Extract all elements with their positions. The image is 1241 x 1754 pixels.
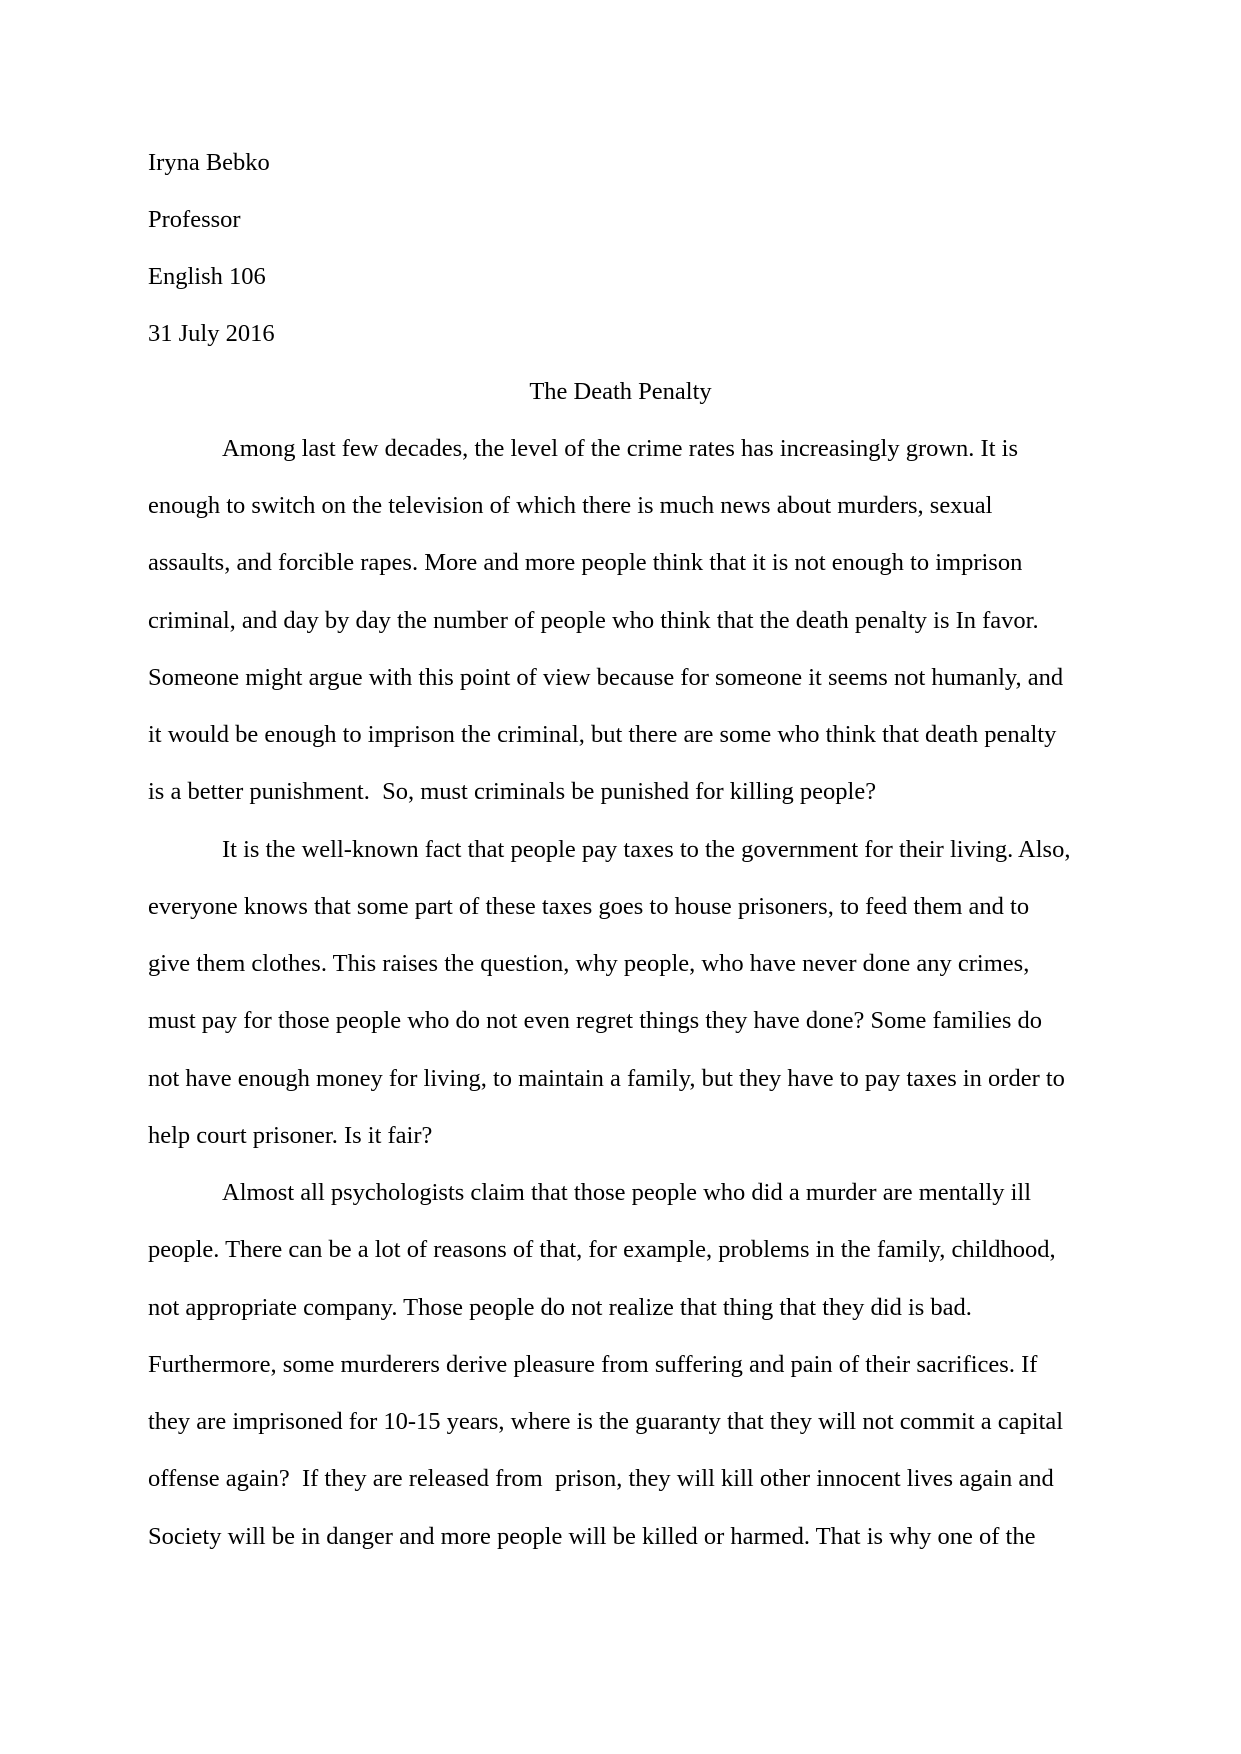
paragraph-1-line: Someone might argue with this point of view because for someone it seems not humanly, and [148, 664, 1064, 691]
paragraph-1-line: assaults, and forcible rapes. More and more people think that it is not enough to imprison [148, 549, 1023, 576]
paragraph-2-line: everyone knows that some part of these taxes goes to house prisoners, to feed them and to [148, 893, 1030, 920]
paragraph-3-line: Almost all psychologists claim that those people who did a murder are mentally ill [222, 1179, 1032, 1206]
paragraph-1-line: it would be enough to imprison the criminal, but there are some who think that death penalty [148, 721, 1057, 748]
paragraph-2-line: give them clothes. This raises the question, why people, who have never done any crimes, [148, 950, 1030, 977]
essay-title: The Death Penalty [529, 378, 712, 405]
paragraph-1-line: enough to switch on the television of which there is much news about murders, sexual [148, 492, 993, 519]
instructor-name: Professor [148, 206, 241, 233]
paragraph-3-line: not appropriate company. Those people do not realize that thing that they did is bad. [148, 1294, 972, 1321]
paragraph-3-line: Furthermore, some murderers derive pleasure from suffering and pain of their sacrifices. If [148, 1351, 1038, 1378]
paragraph-2-line: It is the well-known fact that people pay taxes to the government for their living. Also, [222, 836, 1071, 863]
submission-date: 31 July 2016 [148, 320, 275, 347]
paragraph-2-line: not have enough money for living, to maintain a family, but they have to pay taxes in order to [148, 1065, 1065, 1092]
paragraph-1-line: Among last few decades, the level of the crime rates has increasingly grown. It is [222, 435, 1018, 462]
author-name: Iryna Bebko [148, 149, 270, 176]
paragraph-3-line: Society will be in danger and more people will be killed or harmed. That is why one of the [148, 1523, 1036, 1550]
paragraph-3-line: people. There can be a lot of reasons of that, for example, problems in the family, childhood, [148, 1236, 1056, 1263]
paragraph-1-line: is a better punishment. So, must criminals be punished for killing people? [148, 778, 877, 805]
paragraph-1-line: criminal, and day by day the number of people who think that the death penalty is In favor. [148, 607, 1039, 634]
paragraph-2-line: help court prisoner. Is it fair? [148, 1122, 433, 1149]
course-name: English 106 [148, 263, 266, 290]
paragraph-3-line: they are imprisoned for 10-15 years, where is the guaranty that they will not commit a capital [148, 1408, 1064, 1435]
paragraph-3-line: offense again? If they are released from prison, they will kill other innocent lives again and [148, 1465, 1054, 1492]
paragraph-2-line: must pay for those people who do not even regret things they have done? Some families do [148, 1007, 1043, 1034]
